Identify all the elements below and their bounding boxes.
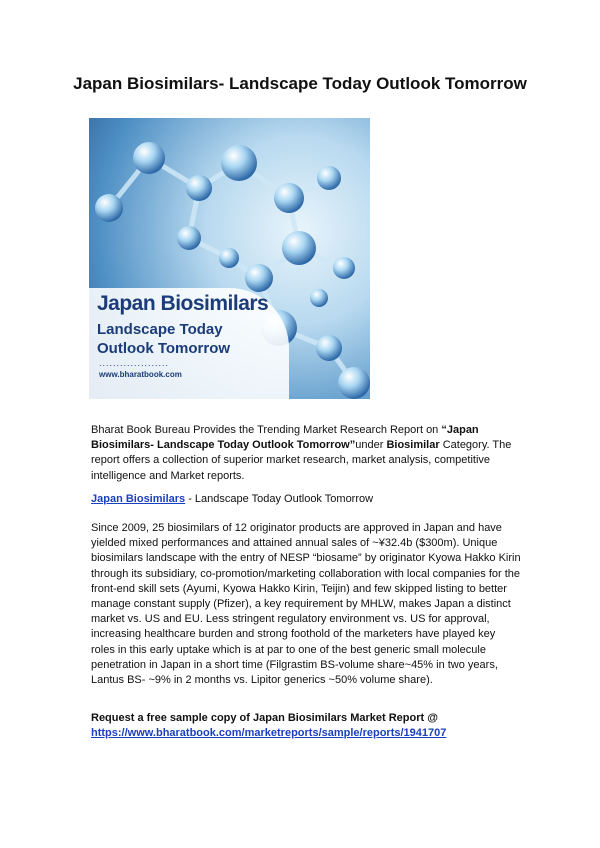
subhead-line (91, 492, 521, 507)
page-title: Japan Biosimilars- Landscape Today Outlook Tomorrow (73, 74, 527, 93)
hero-subtitle (97, 320, 230, 358)
hero-image (89, 118, 370, 399)
intro-pre: Bharat Book Bureau Provides the Trending Market Research Report on (91, 424, 442, 436)
hero-url: www.bharatbook.com (99, 370, 182, 379)
intro-report-name: “Japan Biosimilars- Landscape Today Outlook Tomorrow” (91, 424, 479, 452)
japan-biosimilars-link[interactable]: Japan Biosimilars (91, 493, 186, 505)
intro-mid: under (355, 439, 387, 452)
sample-report-link[interactable]: https://www.bharatbook.com/marketreports/sample/reports/1941707 (91, 727, 447, 740)
intro-post: Category. The report offers a collection of superior market research, market analysis, competitive intelligence and Market reports. (91, 439, 512, 482)
hero-subtitle-line1: Landscape Today (97, 321, 223, 338)
hero-dotted-separator: .................... (99, 358, 170, 368)
subhead-rest: - Landscape Today Outlook Tomorrow (185, 493, 374, 505)
cta-paragraph (91, 711, 521, 741)
hero-title: Japan Biosimilars (97, 292, 269, 315)
hero-subtitle-line2: Outlook Tomorrow (97, 340, 231, 357)
summary-paragraph: Since 2009, 25 biosimilars of 12 originator products are approved in Japan and have yielded mixed performances and attained annual sales of ~¥32.4b ($300m). Unique biosimilars landscape with the entry of NESP “biosame” by originator Kyowa Hakko Kirin through its subsidiary, co-promotion/marketing collaboration with local companies for the front-end skill sets (Ayumi, Kyowa Hakko Kirin, Teijin) and few skipped listing to better manage constant supply (Pfizer), a key requirement by MHLW, makes Japan a distinct market vs. US and EU. Less stringent regulatory environment vs. US for approval, increasing healthcare burden and strong foothold of the marketers have played key roles in this early uptake which is at par to one of the best generic small molecule penetration in Japan in a short time (Filgrastim BS-volume share~45% in two years, Lantus BS- ~9% in 2 months vs. Lipitor generics ~50% volume share). (91, 522, 521, 687)
intro-paragraph (91, 423, 521, 484)
intro-category: Biosimilar (386, 439, 440, 452)
cta-text: Request a free sample copy of Japan Biosimilars Market Report @ (91, 712, 438, 724)
